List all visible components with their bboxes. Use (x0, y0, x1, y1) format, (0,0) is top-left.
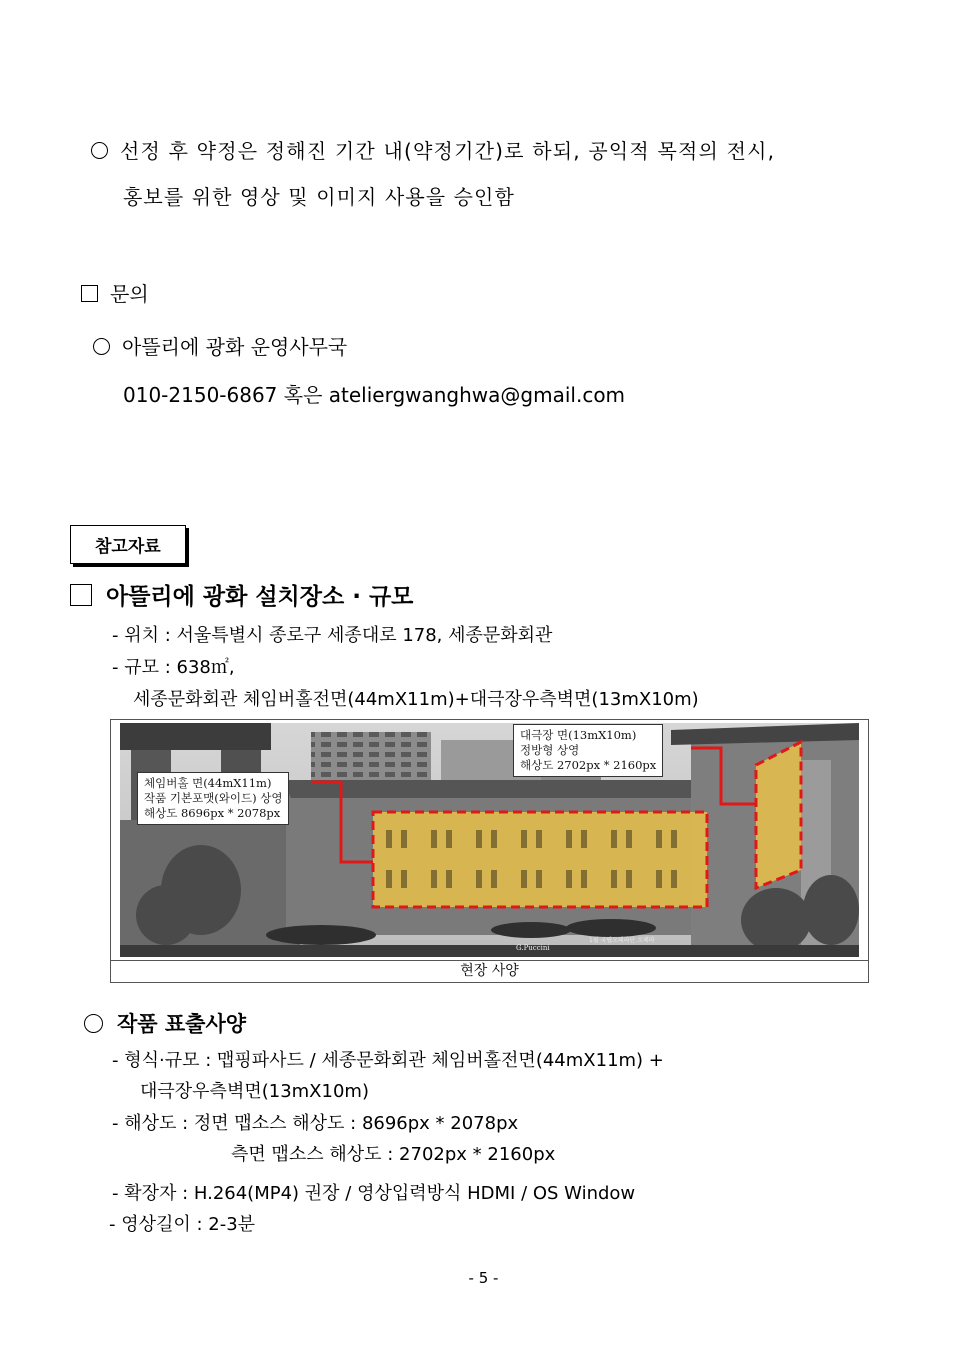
poster-sign-2: 1월 국립오페라단 오페라 (589, 937, 655, 944)
callout-front-line-2: 작품 기본포맷(와이드) 상영 (144, 791, 283, 805)
callout-chamber-hall (137, 772, 289, 825)
chamber-hall-highlight (373, 812, 707, 907)
contact-office (93, 331, 347, 360)
square-bullet-icon (70, 584, 92, 606)
callout-front-line-3: 해상도 8696px * 2078px (144, 806, 281, 820)
callout-side-line-3: 해상도 2702px * 2160px (520, 758, 657, 772)
theater-wall-highlight (756, 742, 801, 888)
agreement-text-1: 선정 후 약정은 정해진 기간 내(약정기간)로 하되, 공익적 목적의 전시, (120, 139, 776, 163)
location-line: - 위치 : 서울특별시 종로구 세종대로 178, 세종문화회관 (112, 625, 553, 646)
spec-format-line: - 확장자 : H.264(MP4) 권장 / 영상입력방식 HDMI / OS Window (112, 1183, 636, 1204)
spec-title-text: 작품 표출사양 (117, 1012, 247, 1036)
circle-bullet-icon (91, 142, 108, 159)
contact-details: 010-2150-6867 혹은 ateliergwanghwa@gmail.com (123, 383, 626, 407)
callout-side-line-1: 대극장 면(13mX10m) (520, 728, 637, 742)
agreement-line-1 (91, 135, 775, 164)
installation-title-text: 아뜰리에 광화 설치장소 · 규모 (106, 584, 414, 610)
scale-line: - 규모 : 638㎡, (112, 657, 235, 678)
page-number: - 5 - (468, 1269, 499, 1287)
spec-form-line-2: 대극장우측벽면(13mX10m) (140, 1081, 369, 1102)
square-bullet-icon (81, 285, 98, 302)
site-photo (111, 720, 868, 960)
callout-theater (513, 724, 663, 777)
scale-detail-line: 세종문화회관 체임버홀전면(44mX11m)+대극장우측벽면(13mX10m) (133, 689, 699, 710)
spec-length-line: - 영상길이 : 2-3분 (109, 1214, 256, 1235)
callout-front-line-1: 체임버홀 면(44mX11m) (144, 776, 272, 790)
agreement-line-2: 홍보를 위한 영상 및 이미지 사용을 승인함 (123, 185, 515, 209)
contact-heading-text: 문의 (110, 282, 149, 306)
spec-form-line-1: - 형식·규모 : 맵핑파사드 / 세종문화회관 체임버홀전면(44mX11m) + (112, 1050, 664, 1071)
spec-resolution-line-1: - 해상도 : 정면 맵소스 해상도 : 8696px * 2078px (112, 1113, 519, 1134)
circle-bullet-icon (93, 338, 110, 355)
circle-bullet-icon (84, 1014, 103, 1033)
photo-caption: 현장 사양 (111, 960, 868, 983)
spec-title (84, 1008, 246, 1038)
installation-section-title (70, 578, 413, 611)
poster-sign: G.Puccini (516, 944, 550, 952)
spec-resolution-line-2: 측면 맵소스 해상도 : 2702px * 2160px (231, 1144, 556, 1165)
reference-badge: 참고자료 (70, 525, 186, 564)
contact-office-text: 아뜰리에 광화 운영사무국 (122, 335, 348, 359)
contact-heading (81, 278, 149, 307)
callout-side-line-2: 정방형 상영 (520, 743, 580, 757)
site-photo-figure (110, 719, 869, 983)
